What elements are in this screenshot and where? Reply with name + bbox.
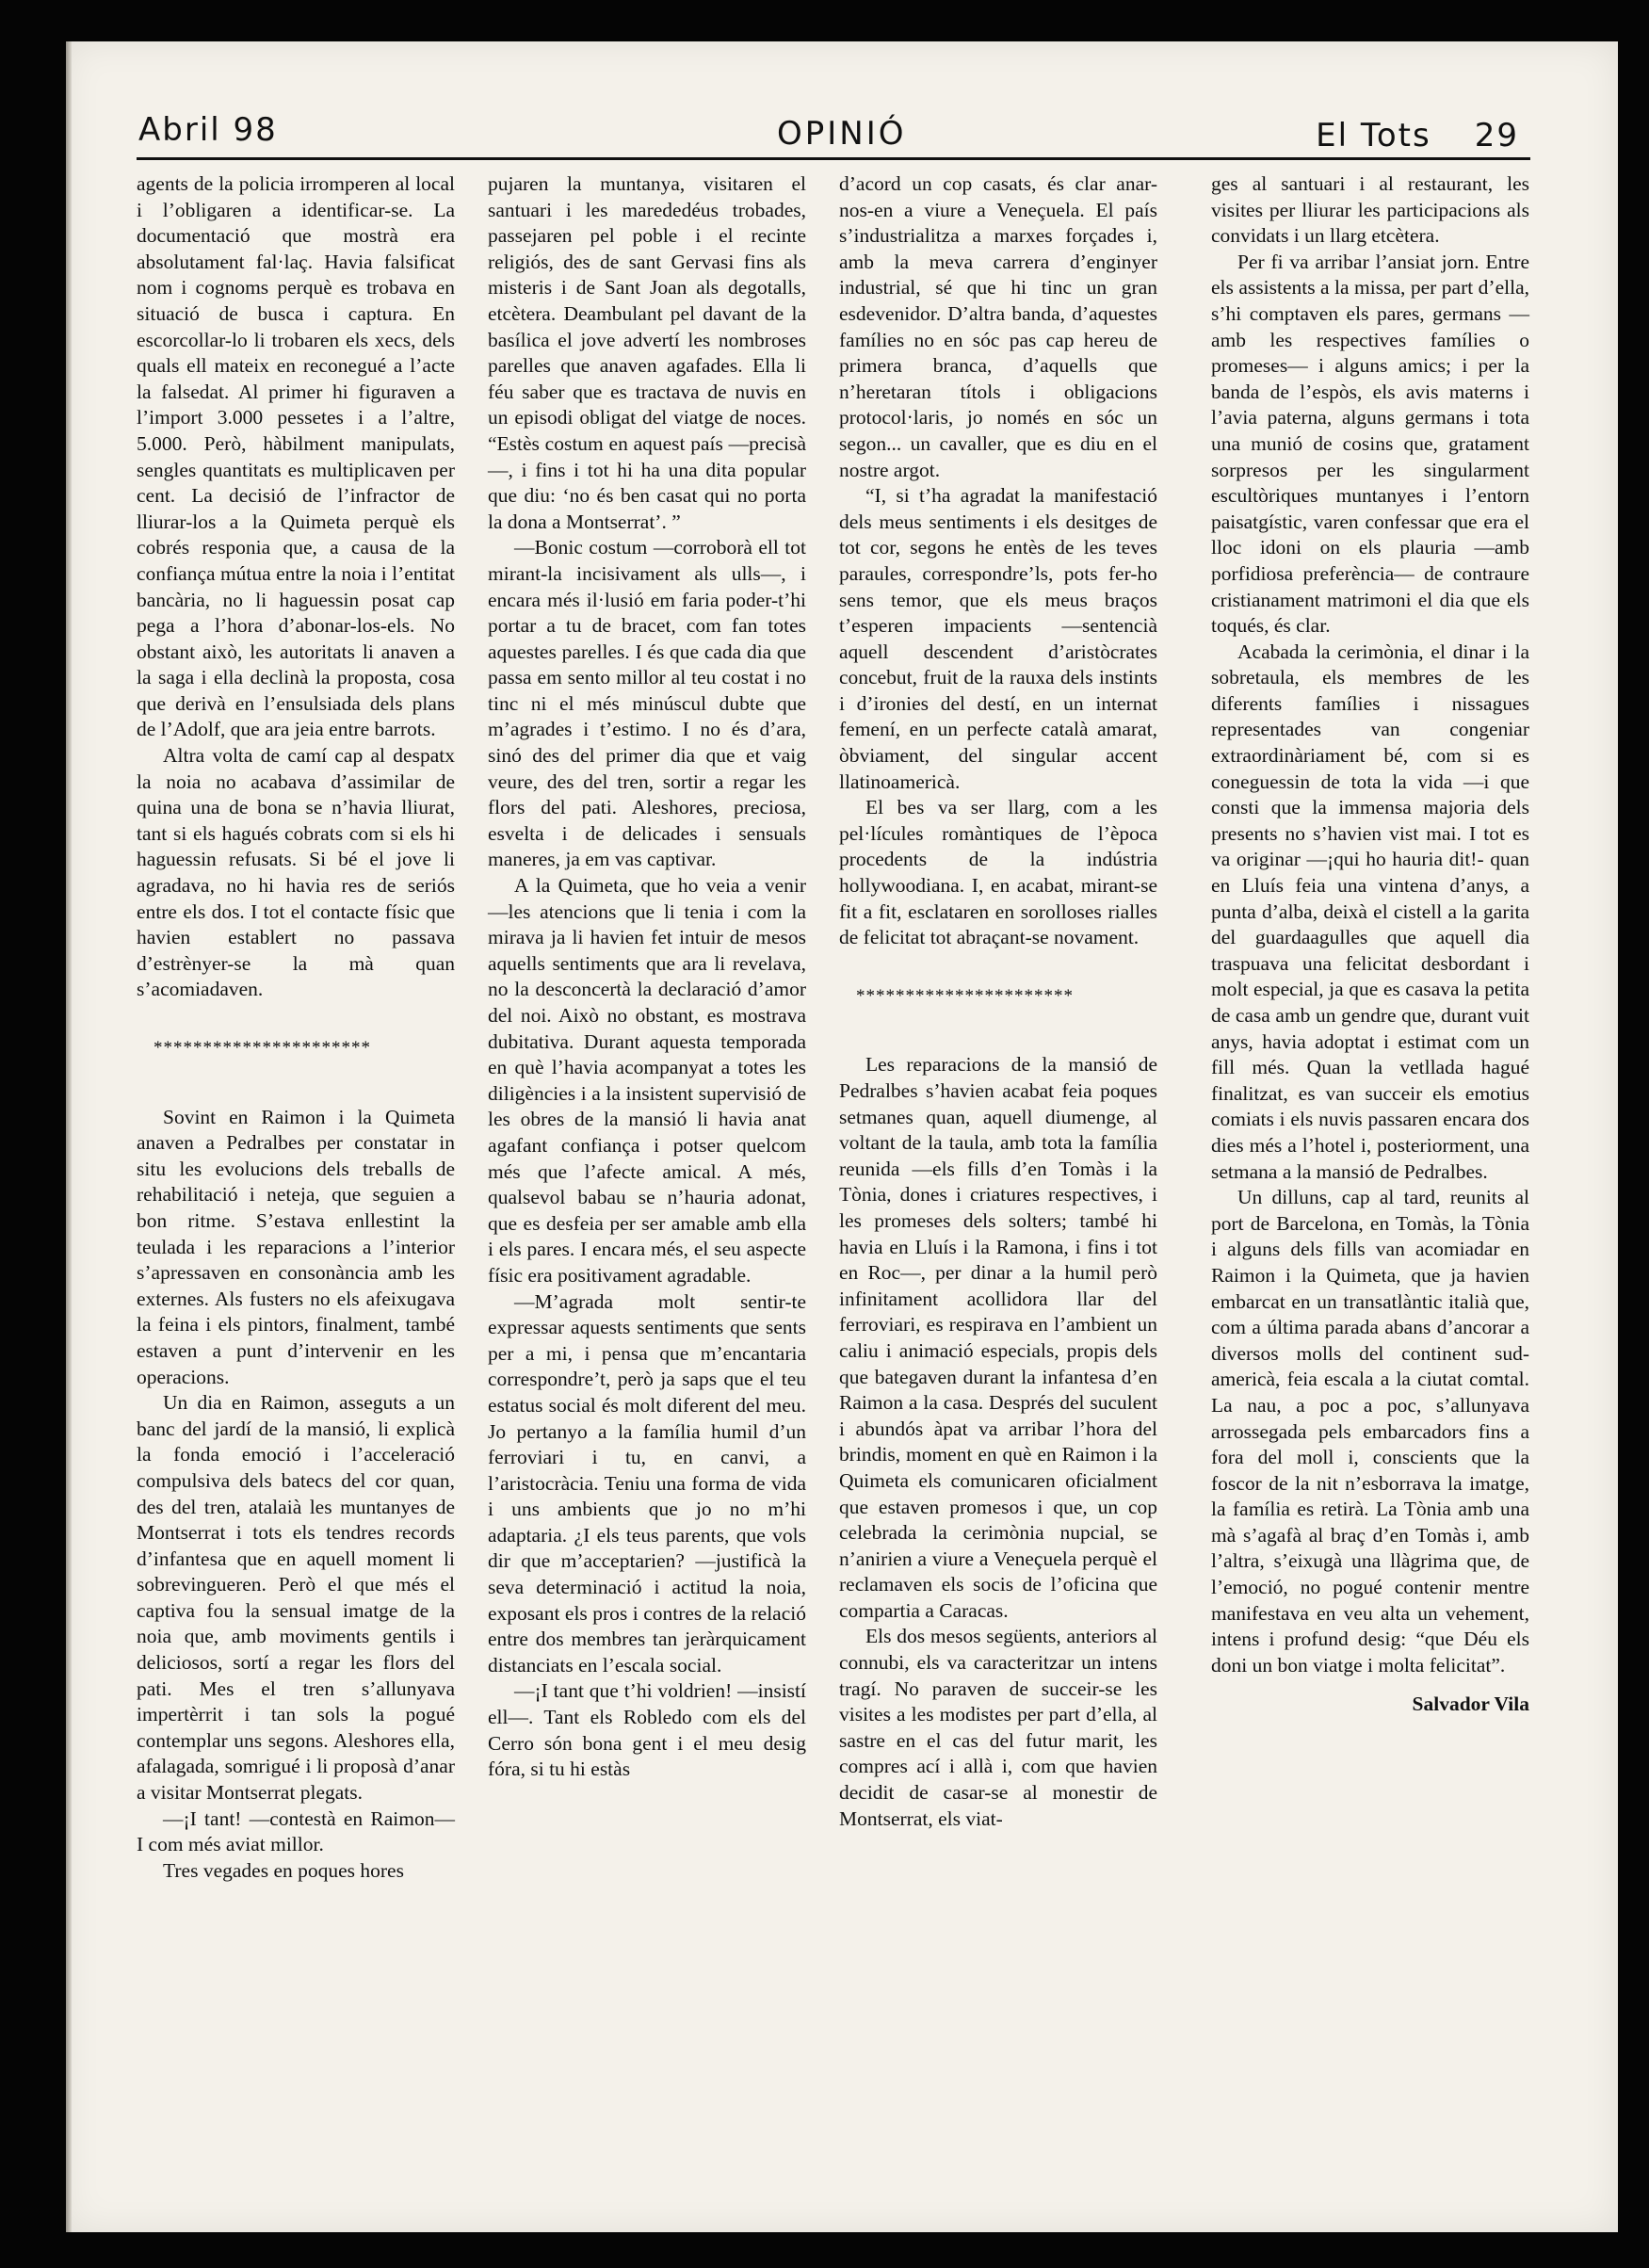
paragraph: Sovint en Raimon i la Quimeta anaven a Pedralbes per constatar in situ les evolucions dels treballs de rehabilitació i neteja, que seguien a bon ritme. S’estava enllestint la teulada i les reparacions a l’interior s’apressaven en consonància amb les externes. Als fusters no els afeixugava la feina i els pintors, finalment, també estaven a punt d’intervenir en les operacions. bbox=[137, 1105, 455, 1388]
text-column-1 bbox=[137, 171, 455, 1884]
paragraph: Els dos mesos següents, anteriors al connubi, els va caracteritzar un intens tragí. No paraven de succeir-se les visites a les modistes per part d’ella, al sastre en el cas del futur marit, les compres ací i allà i, com que havien decidit de casar-se al monestir de Montserrat, els viat- bbox=[839, 1625, 1157, 1830]
paragraph: Les reparacions de la mansió de Pedralbes s’havien acabat feia poques setmanes quan, aquell diumenge, al voltant de la taula, amb tota la família reunida —els fills d’en Tomàs i la Tònia, dones i criatures respectives, i les promeses dels solters; també hi havia en Lluís i la Ramona, i fins i tot en Roc—, per dinar a la humil però infinitament acollidora llar del ferroviari, es respirava en l’ambient un caliu i animació especials, propis dels que bategaven durant la infantesa d’en Raimon a la casa. Després del suculent i abundós àpat va arribar l’hora del brindis, moment en què en Raimon i la Quimeta els comunicaren oficialment que estaven promesos i que, un cop celebrada la cerimònia nupcial, se n’anirien a viure a Veneçuela perquè el reclamaven els socis de l’oficina que compartia a Caracas. bbox=[839, 1053, 1157, 1622]
paragraph: El bes va ser llarg, com a les pel·lícules romàntiques de l’època procedents de la indústria hollywoodiana. I, en acabat, mirant-se fit a fit, esclataren en sorolloses rialles de felicitat tot abraçant-se novament. bbox=[839, 796, 1157, 949]
paragraph: “I, si t’ha agradat la manifestació dels meus sentiments i els desitges de tot cor, segons he entès de les teves paraules, correspondre’ls, pots fer-ho sens temor, que els meus braços t’esperen impacients —sentencià aquell descendent d’aristòcrates concebut, fruit de la rauxa dels instints i d’ironies del destí, en un internat femení, en un perfecte català amarat, òbviament, del singular accent llatinoamericà. bbox=[839, 484, 1157, 793]
page-spine bbox=[66, 41, 72, 2232]
paragraph: pujaren la muntanya, visitaren el santuari i les marededéus trobades, passejaren pel poble i el recinte religiós, des de sant Gervasi fins als misteris i de Sant Joan als degotalls, etcètera. Deambulant pel davant de la basílica el jove advertí les nombroses parelles que anaven agafades. Ella li féu saber que es tractava de nuvis en un episodi obligat del viatge de noces. “Estès costum en aquest país —precisà—, i fins i tot hi ha una dita popular que diu: ‘no és ben casat qui no porta la dona a Montserrat’. ” bbox=[488, 172, 806, 533]
paragraph: —¡I tant! —contestà en Raimon— I com més aviat millor. bbox=[137, 1806, 455, 1856]
paragraph: Tres vegades en poques hores bbox=[163, 1858, 404, 1882]
publication-name: El Tots bbox=[1316, 117, 1431, 154]
paragraph: A la Quimeta, que ho veia a venir —les atencions que li tenia i com la mirava ja li havien fet intuir de mesos aquells sentiments que ara li revelava, no la desconcertà la declaració d’amor del noi. Això no obstant, es mostrava dubitativa. Durant aquesta temporada en què l’havia acompanyat a totes les diligències i a la insistent supervisió de les obres de la mansió li havia anat agafant confiança i potser quelcom més que l’afecte amical. A més, qualsevol babau se n’hauria adonat, que es desfeia per ser amable amb ella i els pares. I encara més, el seu aspecte físic era positivament agradable. bbox=[488, 874, 806, 1287]
publication-info bbox=[1316, 117, 1519, 154]
section-separator: ********************** bbox=[154, 1038, 371, 1058]
paragraph: —M’agrada molt sentir-te expressar aquests sentiments que sents per a mi, i pensa que m’encantaria correspondre’t, però ja saps que el teu estatus social és molt diferent del meu. Jo pertanyo a la família humil d’un ferroviari i tu, en canvi, a l’aristocràcia. Teniu una forma de vida i uns ambients que jo no m’hi adaptaria. ¿I els teus parents, que vols dir que m’acceptarien? —justificà la seva determinació i actitud la noia, exposant els pros i contres de la relació entre dos membres tan jeràrquicament distanciats en l’escala social. bbox=[488, 1289, 806, 1677]
paragraph: Acabada la cerimònia, el dinar i la sobretaula, els membres de les diferents famílies i nissagues representades van congeniar extraordinàriament bé, com si es coneguessin de tota la vida —i que consti que la immensa majoria dels presents no s’havien vist mai. I tot es va originar —¡qui ho hauria dit!- quan en Lluís feia una vintena d’anys, a punta d’alba, deixà el cistell a la garita del guardaagulles que aquell dia traspuava una felicitat desbordant i molt especial, ja que es casava la petita de casa amb un gendre que, durant vuit anys, havia adoptat i estimat com un fill més. Quan la vetllada hagué finalitzat, es van succeir els emotius comiats i els nuvis passaren encara dos dies més a l’hotel i, posteriorment, una setmana a la mansió de Pedralbes. bbox=[1211, 640, 1529, 1183]
paragraph: Per fi va arribar l’ansiat jorn. Entre els assistents a la missa, per part d’ella, s’hi comptaven els pares, germans —amb les respectives famílies o promeses— i alguns amics; i per la banda de l’espòs, els avis materns i l’avia paterna, alguns germans i tota una munió de cosins que, gratament sorpresos per les singularment escultòriques muntanyes i l’entorn paisatgístic, varen confessar que era el lloc idoni on els plauria —amb porfidiosa preferència— de contraure cristianament matrimoni el dia que els toqués, és clar. bbox=[1211, 250, 1529, 638]
paragraph: —Bonic costum —corroborà ell tot mirant-la incisivament als ulls—, i encara més il·lusió em faria poder-t’hi portar a tu de bracet, com fan totes aquestes parelles. I és que cada dia que passa em sento millor al teu costat i no tinc ni el més minúscul dubte que m’agrades i t’estimo. I no és d’ara, sinó des del primer dia que et vaig veure, des del tren, sortir a regar les flors del pati. Aleshores, preciosa, esvelta i de delicades i sensuals maneres, ja em vas captivar. bbox=[488, 536, 806, 871]
section-title: OPINIÓ bbox=[777, 115, 907, 153]
header-rule bbox=[137, 157, 1530, 160]
page-number: 29 bbox=[1474, 117, 1519, 154]
paragraph: Un dia en Raimon, asseguts a un banc del jardí de la mansió, li explicà la fonda emoció i l’acceleració compulsiva dels batecs del cor quan, des del tren, atalaià les muntanyes de Montserrat i tots els tendres records d’infantesa que en aquell moment li sobrevingueren. Però el que més el captiva fou la sensual imatge de la noia que, amb moviments gentils i deliciosos, sortí a regar les flors del pati. Mes el tren s’allunyava impertèrrit i tan sols la pogué contemplar uns segons. Aleshores ella, afalagada, somrigué i li proposà d’anar a visitar Montserrat plegats. bbox=[137, 1391, 455, 1805]
paragraph: agents de la policia irromperen al local i l’obligaren a identificar-se. La documentació que mostrà era absolutament fal·laç. Havia falsificat nom i cognoms perquè es trobava en situació de busca i captura. En escorcollar-lo li trobaren els xecs, dels quals ell mateix en reconegué a l’acte la falsedat. Al primer hi figuraven a l’import 3.000 pessetes i a l’altre, 5.000. Però, hàbilment manipulats, sengles quantitats es multiplicaven per cent. La decisió de l’infractor de lliurar-los a la Quimeta perquè els cobrés responia que, a causa de la confiança mútua entre la noia i l’entitat bancària, no li haguessin posat cap pega a l’hora d’abonar-los-els. No obstant això, les autoritats li anaven a la saga i ella declinà la proposta, cosa que derivà en l’ensulsiada dels plans de l’Adolf, que ara jeia entre barrots. bbox=[137, 172, 455, 741]
text-column-3 bbox=[839, 171, 1157, 1832]
paragraph: d’acord un cop casats, és clar anar-nos-en a viure a Veneçuela. El país s’industrialitza a marxes forçades i, amb la meva carrera d’enginyer industrial, sé que hi tinc un gran esdevenidor. D’altra banda, d’aquestes famílies no en sóc pas cap hereu de primera branca, d’aquells que n’heretaran títols i obligacions protocol·laris, jo només en sóc un segon... un cavaller, que es diu en el nostre argot. bbox=[839, 172, 1157, 481]
paragraph: Altra volta de camí cap al despatx la noia no acabava d’assimilar de quina una de bona se n’havia lliurat, tant si els hagués cobrats com si els hi haguessin refusats. Si bé el jove li agradava, no hi havia res de seriós entre els dos. I tot el contacte físic que havien establert no passava d’estrènyer-se la mà quan s’acomiadaven. bbox=[137, 744, 455, 1001]
paragraph: —¡I tant que t’hi voldrien! —insistí ell—. Tant els Robledo com els del Cerro són bona gent i el meu desig fóra, si tu hi estàs bbox=[488, 1679, 806, 1781]
paragraph: ges al santuari i al restaurant, les visites per lliurar les participacions als convidats i un llarg etcètera. bbox=[1211, 172, 1529, 248]
issue-date: Abril 98 bbox=[138, 111, 278, 149]
page-header bbox=[137, 111, 1528, 160]
author-signature: Salvador Vila bbox=[1412, 1693, 1529, 1716]
paragraph: Un dilluns, cap al tard, reunits al port de Barcelona, en Tomàs, la Tònia i alguns dels fills van acomiadar en Raimon i la Quimeta, que ja havien embarcat en un transatlàntic italià que, com a última parada abans d’ancorar a diversos molls del continent sud-americà, feia escala a la ciutat comtal. La nau, a poc a poc, s’allunyava arrossegada pels embarcadors fins a fora del moll i, conscients que la foscor de la nit n’esborrava la imatge, la família es retirà. La Tònia amb una mà s’agafà al braç d’en Tomàs i, amb l’altra, s’eixugà una llàgrima que, de l’emoció, no pogué contenir mentre manifestava en veu alta un vehement, intens i profund desig: “que Déu els doni un bon viatge i molta felicitat”. bbox=[1211, 1186, 1529, 1677]
text-column-4 bbox=[1211, 171, 1529, 1718]
section-separator: ********************** bbox=[856, 985, 1074, 1006]
text-column-2 bbox=[488, 171, 806, 1783]
